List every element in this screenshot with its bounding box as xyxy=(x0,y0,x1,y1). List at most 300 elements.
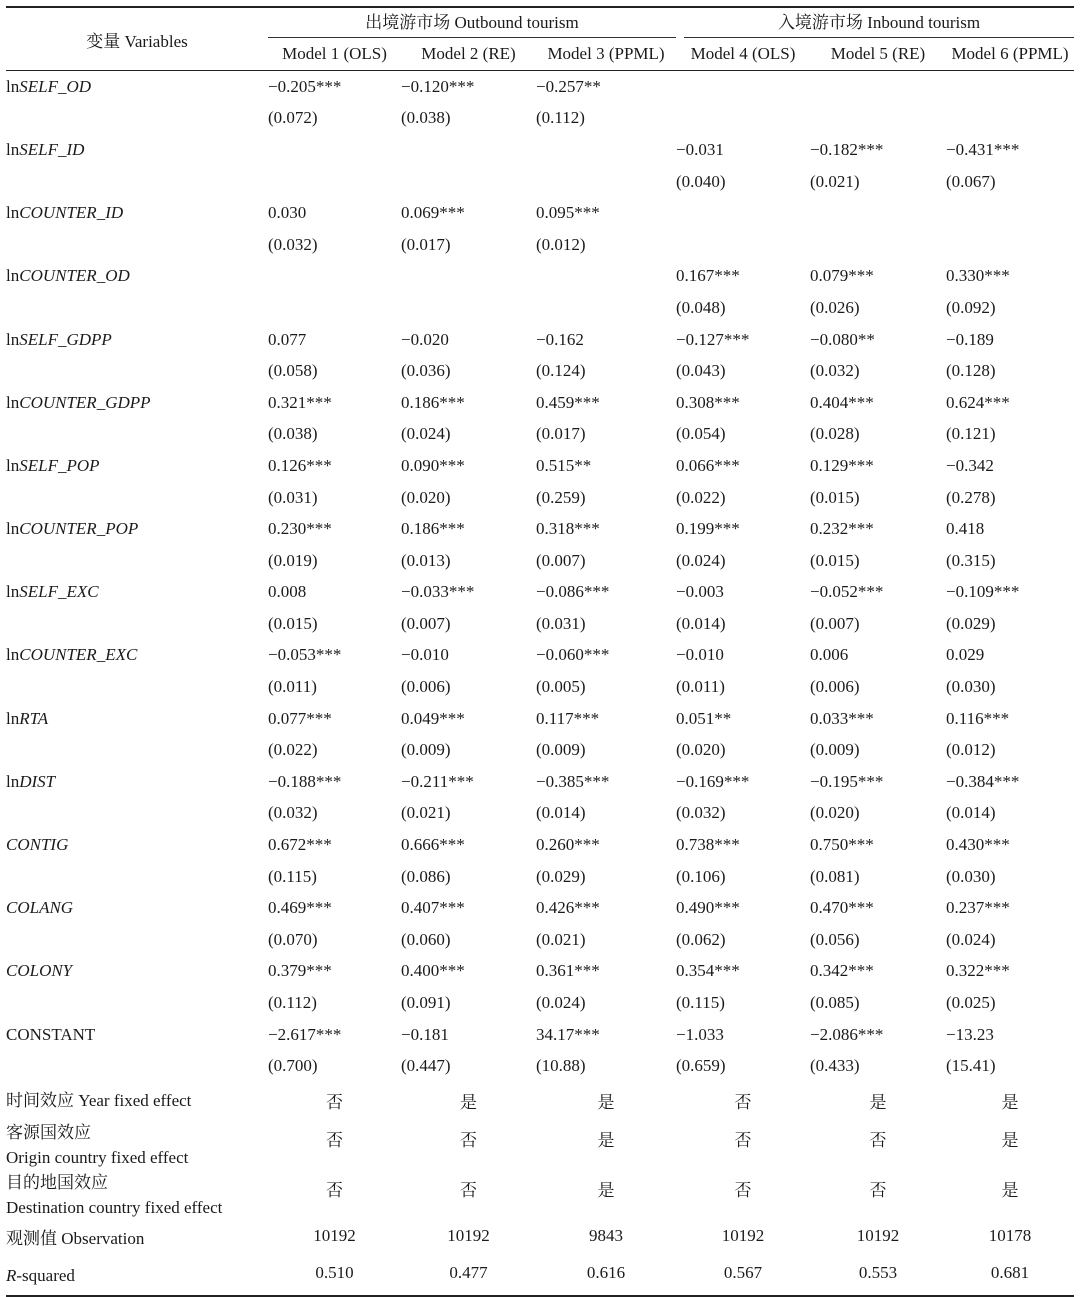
standard-error-cell xyxy=(676,734,810,766)
coefficient-cell xyxy=(810,261,946,293)
coefficient-value: 0.750*** xyxy=(810,835,874,855)
coefficient-value: −0.052*** xyxy=(810,582,884,602)
fixed-effect-row xyxy=(6,1170,1074,1220)
empty-cell xyxy=(6,798,268,830)
coefficient-cell xyxy=(268,703,401,735)
variable-prefix: ln xyxy=(6,708,20,728)
standard-error-cell xyxy=(536,1050,676,1082)
standard-error-cell xyxy=(810,482,946,514)
coefficient-value: 0.404*** xyxy=(810,392,874,412)
coefficient-value: 0.051** xyxy=(676,708,732,728)
coefficient-cell xyxy=(946,450,1074,482)
coefficient-cell xyxy=(676,134,810,166)
variable-label: COUNTER_OD xyxy=(19,266,130,286)
standard-error-cell xyxy=(401,734,536,766)
coefficient-row xyxy=(6,1019,1074,1051)
standard-error-cell xyxy=(810,229,946,261)
fixed-effect-value: 否 xyxy=(734,1130,752,1150)
standard-error-cell xyxy=(810,798,946,830)
standard-error-value: (0.085) xyxy=(810,993,860,1013)
standard-error-cell xyxy=(946,861,1074,893)
coefficient-cell xyxy=(810,134,946,166)
coefficient-value: 0.167*** xyxy=(676,266,740,286)
coefficient-cell xyxy=(536,1019,676,1051)
empty-cell xyxy=(6,355,268,387)
standard-error-row xyxy=(6,671,1074,703)
standard-error-cell xyxy=(946,103,1074,135)
coefficient-cell xyxy=(401,766,536,798)
standard-error-value: (0.700) xyxy=(268,1056,318,1076)
coefficient-value: 0.008 xyxy=(268,582,307,602)
standard-error-cell xyxy=(536,482,676,514)
coefficient-cell xyxy=(536,640,676,672)
standard-error-value: (0.024) xyxy=(946,929,996,949)
observation-value: 9843 xyxy=(589,1225,623,1245)
variable-label: COLANG xyxy=(6,898,74,918)
standard-error-value: (0.043) xyxy=(676,361,726,381)
coefficient-cell xyxy=(676,956,810,988)
coefficient-row xyxy=(6,450,1074,482)
coefficient-cell xyxy=(946,577,1074,609)
standard-error-cell xyxy=(810,987,946,1019)
coefficient-value: 0.308*** xyxy=(676,392,740,412)
coefficient-value: −0.031 xyxy=(676,139,724,159)
coefficient-value: 0.400*** xyxy=(401,961,465,981)
empty-cell xyxy=(6,987,268,1019)
coefficient-value: −0.003 xyxy=(676,582,724,602)
coefficient-cell xyxy=(268,134,401,166)
empty-cell xyxy=(6,482,268,514)
standard-error-value: (0.086) xyxy=(401,866,451,886)
coefficient-cell xyxy=(946,324,1074,356)
empty-cell xyxy=(6,1050,268,1082)
coefficient-cell xyxy=(946,261,1074,293)
coefficient-value: −0.188*** xyxy=(268,771,342,791)
coefficient-value: 0.260*** xyxy=(536,835,600,855)
coefficient-value: 0.033*** xyxy=(810,708,874,728)
standard-error-cell xyxy=(536,734,676,766)
coefficient-cell xyxy=(676,197,810,229)
variable-label: COUNTER_ID xyxy=(19,203,124,223)
coefficient-cell xyxy=(536,134,676,166)
coefficient-value: −0.162 xyxy=(536,329,584,349)
standard-error-cell xyxy=(536,545,676,577)
standard-error-value: (0.029) xyxy=(536,866,586,886)
standard-error-value: (0.067) xyxy=(946,171,996,191)
coefficient-value: 0.029 xyxy=(946,645,985,665)
standard-error-value: (0.007) xyxy=(401,613,451,633)
standard-error-cell xyxy=(268,419,401,451)
regression-table xyxy=(6,6,1074,1297)
coefficient-cell xyxy=(810,387,946,419)
coefficient-cell xyxy=(268,640,401,672)
fixed-effect-label xyxy=(6,1170,268,1220)
coefficient-cell xyxy=(946,829,1074,861)
standard-error-cell xyxy=(676,1050,810,1082)
coefficient-cell xyxy=(810,324,946,356)
standard-error-cell xyxy=(946,355,1074,387)
empty-cell xyxy=(6,166,268,198)
standard-error-cell xyxy=(810,292,946,324)
standard-error-cell xyxy=(810,103,946,135)
fixed-effect-value: 是 xyxy=(597,1180,615,1200)
observation-value: 10192 xyxy=(447,1225,490,1245)
standard-error-cell xyxy=(946,1050,1074,1082)
variable-prefix: ln xyxy=(6,266,20,286)
coefficient-row xyxy=(6,71,1074,103)
coefficient-value: 0.199*** xyxy=(676,519,740,539)
empty-cell xyxy=(6,103,268,135)
coefficient-cell xyxy=(536,956,676,988)
coefficient-cell xyxy=(810,892,946,924)
coefficient-value: −0.010 xyxy=(676,645,724,665)
coefficient-cell xyxy=(946,766,1074,798)
standard-error-value: (0.011) xyxy=(268,677,317,697)
fixed-effect-value: 是 xyxy=(460,1093,477,1112)
standard-error-cell xyxy=(946,798,1074,830)
standard-error-cell xyxy=(676,861,810,893)
empty-cell xyxy=(6,545,268,577)
coefficient-cell xyxy=(946,892,1074,924)
model-header: Model 2 (RE) xyxy=(401,38,536,71)
standard-error-cell xyxy=(536,798,676,830)
coefficient-value: 0.116*** xyxy=(946,708,1010,728)
standard-error-value: (0.014) xyxy=(676,613,726,633)
variable-name xyxy=(6,261,268,293)
coefficient-row xyxy=(6,956,1074,988)
coefficient-value: −0.080** xyxy=(810,329,875,349)
standard-error-cell xyxy=(536,419,676,451)
empty-cell xyxy=(6,608,268,640)
coefficient-value: −0.120*** xyxy=(401,76,475,96)
model-header: Model 3 (PPML) xyxy=(536,38,676,71)
standard-error-row xyxy=(6,798,1074,830)
coefficient-value: −0.182*** xyxy=(810,139,884,159)
standard-error-cell xyxy=(401,355,536,387)
standard-error-cell xyxy=(401,292,536,324)
fixed-effect-value: 是 xyxy=(597,1130,615,1150)
empty-cell xyxy=(6,229,268,261)
variable-label: SELF_OD xyxy=(19,76,92,96)
coefficient-cell xyxy=(401,892,536,924)
coefficient-row xyxy=(6,829,1074,861)
coefficient-cell xyxy=(946,134,1074,166)
coefficient-value: −0.385*** xyxy=(536,771,610,791)
standard-error-value: (0.022) xyxy=(268,740,318,760)
variable-label: SELF_GDPP xyxy=(19,329,112,349)
coefficient-cell xyxy=(810,956,946,988)
coefficient-value: −13.23 xyxy=(946,1024,994,1044)
coefficient-cell xyxy=(676,450,810,482)
fixed-effect-label xyxy=(6,1082,268,1120)
standard-error-cell xyxy=(946,987,1074,1019)
standard-error-row xyxy=(6,419,1074,451)
coefficient-cell xyxy=(536,71,676,103)
standard-error-cell xyxy=(536,861,676,893)
standard-error-value: (0.070) xyxy=(268,929,318,949)
standard-error-value: (0.112) xyxy=(268,993,317,1013)
variable-label: SELF_POP xyxy=(19,455,100,475)
coefficient-cell xyxy=(401,261,536,293)
fixed-effect-label-line-2: Origin country fixed effect xyxy=(6,1147,189,1167)
variable-prefix: ln xyxy=(6,76,20,96)
rsquared-value: 0.553 xyxy=(858,1263,898,1282)
coefficient-cell xyxy=(401,324,536,356)
coefficient-value: 0.672*** xyxy=(268,835,332,855)
coefficient-value: −0.010 xyxy=(401,645,449,665)
standard-error-value: (0.433) xyxy=(810,1056,860,1076)
coefficient-value: 0.230*** xyxy=(268,519,332,539)
standard-error-value: (0.315) xyxy=(946,550,996,570)
standard-error-value: (0.115) xyxy=(676,993,725,1013)
variable-label: CONTIG xyxy=(6,835,69,855)
standard-error-value: (0.007) xyxy=(810,613,860,633)
variable-prefix: ln xyxy=(6,582,20,602)
standard-error-value: (0.032) xyxy=(676,803,726,823)
variable-name xyxy=(6,892,268,924)
standard-error-cell xyxy=(536,355,676,387)
coefficient-cell xyxy=(810,829,946,861)
coefficient-value: 0.490*** xyxy=(676,898,740,918)
coefficient-value: −0.109*** xyxy=(946,582,1020,602)
standard-error-row xyxy=(6,482,1074,514)
standard-error-cell xyxy=(401,987,536,1019)
coefficient-value: 0.129*** xyxy=(810,455,874,475)
standard-error-value: (0.021) xyxy=(401,803,451,823)
outbound-group-label: 出境游市场 Outbound tourism xyxy=(268,8,676,38)
standard-error-cell xyxy=(401,545,536,577)
standard-error-cell xyxy=(810,355,946,387)
variable-name xyxy=(6,513,268,545)
standard-error-row xyxy=(6,545,1074,577)
coefficient-cell xyxy=(676,829,810,861)
standard-error-cell xyxy=(946,229,1074,261)
coefficient-cell xyxy=(268,1019,401,1051)
standard-error-cell xyxy=(676,545,810,577)
coefficient-cell xyxy=(536,703,676,735)
standard-error-value: (0.091) xyxy=(401,993,451,1013)
coefficient-cell xyxy=(401,134,536,166)
coefficient-value: 0.459*** xyxy=(536,392,600,412)
coefficient-value: 0.469*** xyxy=(268,898,332,918)
standard-error-cell xyxy=(268,861,401,893)
fixed-effect-value: 否 xyxy=(326,1093,343,1112)
variable-name xyxy=(6,577,268,609)
coefficient-value: −1.033 xyxy=(676,1024,724,1044)
standard-error-cell xyxy=(268,987,401,1019)
variable-name xyxy=(6,1019,268,1051)
standard-error-value: (0.012) xyxy=(946,740,996,760)
standard-error-value: (0.062) xyxy=(676,929,726,949)
coefficient-cell xyxy=(401,387,536,419)
standard-error-value: (0.020) xyxy=(401,487,451,507)
standard-error-value: (0.030) xyxy=(946,866,996,886)
coefficient-cell xyxy=(536,892,676,924)
variable-name xyxy=(6,197,268,229)
standard-error-cell xyxy=(401,608,536,640)
coefficient-cell xyxy=(946,956,1074,988)
fixed-effect-value: 是 xyxy=(1001,1180,1019,1200)
rsquared-value: 0.681 xyxy=(990,1263,1030,1282)
standard-error-value: (0.015) xyxy=(810,550,860,570)
coefficient-cell xyxy=(268,577,401,609)
standard-error-cell xyxy=(676,355,810,387)
standard-error-cell xyxy=(676,103,810,135)
coefficient-cell xyxy=(810,450,946,482)
standard-error-value: (0.011) xyxy=(676,677,725,697)
standard-error-cell xyxy=(946,734,1074,766)
coefficient-cell xyxy=(676,261,810,293)
empty-cell xyxy=(6,419,268,451)
coefficient-cell xyxy=(946,1019,1074,1051)
rsquared-label xyxy=(6,1257,268,1296)
standard-error-value: (0.058) xyxy=(268,361,318,381)
standard-error-cell xyxy=(268,671,401,703)
coefficient-value: 0.126*** xyxy=(268,455,332,475)
fixed-effect-value: 否 xyxy=(326,1130,343,1150)
standard-error-value: (0.024) xyxy=(536,993,586,1013)
standard-error-cell xyxy=(676,229,810,261)
coefficient-value: −0.033*** xyxy=(401,582,475,602)
coefficient-value: 0.738*** xyxy=(676,835,740,855)
coefficient-value: 0.470*** xyxy=(810,898,874,918)
observation-label: 观测值 Observation xyxy=(6,1228,145,1248)
standard-error-cell xyxy=(268,924,401,956)
coefficient-cell xyxy=(536,577,676,609)
coefficient-value: 34.17*** xyxy=(536,1024,600,1044)
standard-error-cell xyxy=(946,419,1074,451)
rsquared-row xyxy=(6,1257,1074,1296)
coefficient-value: −0.431*** xyxy=(946,139,1020,159)
coefficient-cell xyxy=(536,324,676,356)
standard-error-cell xyxy=(946,608,1074,640)
coefficient-value: 0.515** xyxy=(536,455,592,475)
coefficient-value: −0.189 xyxy=(946,329,994,349)
standard-error-cell xyxy=(401,166,536,198)
coefficient-cell xyxy=(946,513,1074,545)
coefficient-value: 0.077 xyxy=(268,329,307,349)
standard-error-cell xyxy=(268,608,401,640)
coefficient-cell xyxy=(536,766,676,798)
fixed-effect-label-line: 时间效应 Year fixed effect xyxy=(6,1091,192,1111)
coefficient-value: 0.095*** xyxy=(536,203,600,223)
coefficient-row xyxy=(6,766,1074,798)
variable-label: COLONY xyxy=(6,961,73,981)
observation-value: 10192 xyxy=(856,1225,900,1245)
standard-error-value: (0.006) xyxy=(401,677,451,697)
coefficient-value: −2.617*** xyxy=(268,1024,342,1044)
rsquared-label-italic: R xyxy=(6,1266,17,1286)
standard-error-value: (0.259) xyxy=(536,487,586,507)
standard-error-cell xyxy=(268,1050,401,1082)
standard-error-value: (0.060) xyxy=(401,929,451,949)
standard-error-cell xyxy=(810,545,946,577)
empty-cell xyxy=(6,292,268,324)
variable-name xyxy=(6,703,268,735)
fixed-effect-label-line: 目的地国效应 xyxy=(6,1172,108,1192)
standard-error-row xyxy=(6,734,1074,766)
coefficient-value: 0.186*** xyxy=(401,392,465,412)
variable-prefix: ln xyxy=(6,329,20,349)
coefficient-value: 0.079*** xyxy=(810,266,874,286)
coefficient-row xyxy=(6,892,1074,924)
standard-error-value: (0.115) xyxy=(268,866,317,886)
coefficient-value: 0.379*** xyxy=(268,961,332,981)
standard-error-row xyxy=(6,861,1074,893)
standard-error-value: (0.021) xyxy=(536,929,586,949)
coefficient-cell xyxy=(676,1019,810,1051)
coefficient-value: 0.006 xyxy=(810,645,849,665)
coefficient-value: −2.086*** xyxy=(810,1024,884,1044)
variable-prefix: ln xyxy=(6,519,20,539)
standard-error-value: (0.020) xyxy=(810,803,860,823)
standard-error-cell xyxy=(946,924,1074,956)
variable-name xyxy=(6,956,268,988)
coefficient-cell xyxy=(401,450,536,482)
standard-error-cell xyxy=(268,798,401,830)
coefficient-cell xyxy=(810,513,946,545)
standard-error-value: (0.056) xyxy=(810,929,860,949)
standard-error-value: (0.072) xyxy=(268,108,318,128)
variable-label: COUNTER_EXC xyxy=(19,645,138,665)
coefficient-cell xyxy=(676,703,810,735)
standard-error-value: (0.121) xyxy=(946,424,996,444)
fixed-effect-value: 否 xyxy=(460,1130,477,1150)
standard-error-cell xyxy=(810,861,946,893)
standard-error-value: (0.659) xyxy=(676,1056,726,1076)
coefficient-cell xyxy=(401,956,536,988)
observation-value: 10178 xyxy=(988,1225,1032,1245)
standard-error-value: (0.038) xyxy=(401,108,451,128)
standard-error-cell xyxy=(401,798,536,830)
standard-error-value: (0.009) xyxy=(536,740,586,760)
coefficient-row xyxy=(6,197,1074,229)
coefficient-row xyxy=(6,703,1074,735)
standard-error-cell xyxy=(401,1050,536,1082)
variable-name xyxy=(6,387,268,419)
standard-error-row xyxy=(6,608,1074,640)
rsquared-label-rest: -squared xyxy=(16,1266,75,1286)
coefficient-value: −0.257** xyxy=(536,76,601,96)
standard-error-cell xyxy=(810,1050,946,1082)
standard-error-cell xyxy=(401,103,536,135)
variable-name xyxy=(6,324,268,356)
coefficient-value: 0.361*** xyxy=(536,961,600,981)
coefficient-value: 0.418 xyxy=(946,519,985,539)
variable-label: SELF_ID xyxy=(19,139,85,159)
standard-error-value: (0.025) xyxy=(946,993,996,1013)
coefficient-cell xyxy=(401,703,536,735)
coefficient-cell xyxy=(676,387,810,419)
coefficient-cell xyxy=(676,640,810,672)
standard-error-value: (0.015) xyxy=(268,613,318,633)
coefficient-cell xyxy=(401,197,536,229)
standard-error-cell xyxy=(268,482,401,514)
standard-error-cell xyxy=(676,671,810,703)
coefficient-cell xyxy=(268,766,401,798)
standard-error-value: (0.006) xyxy=(810,677,860,697)
coefficient-cell xyxy=(401,577,536,609)
standard-error-value: (0.040) xyxy=(676,171,726,191)
fixed-effect-value: 否 xyxy=(734,1093,752,1112)
coefficient-cell xyxy=(536,450,676,482)
coefficient-row xyxy=(6,324,1074,356)
coefficient-cell xyxy=(810,703,946,735)
standard-error-value: (0.032) xyxy=(810,361,860,381)
standard-error-value: (10.88) xyxy=(536,1056,586,1076)
coefficient-value: −0.342 xyxy=(946,455,994,475)
coefficient-value: −0.181 xyxy=(401,1024,449,1044)
